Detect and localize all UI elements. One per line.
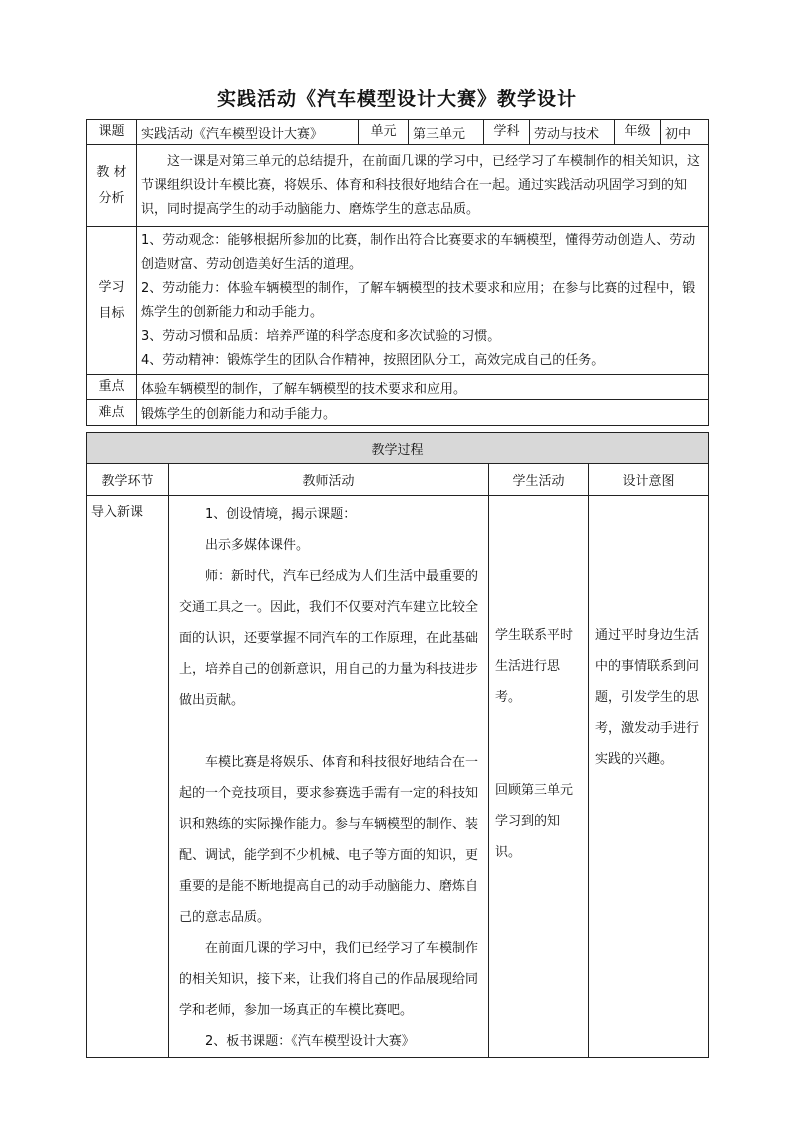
key-point-row [87,375,709,400]
goal-item: 3、劳动习惯和品质：培养严谨的科学态度和多次试验的习惯。 [141,328,501,344]
student-paragraph: 学生联系平时生活进行思考。 [495,628,574,705]
topic-label: 课题 [87,120,137,145]
topic-value: 实践活动《汽车模型设计大赛》 [137,120,359,145]
goals-list [137,227,709,375]
info-row [87,120,709,145]
teacher-paragraph: 出示多媒体课件。 [205,538,310,553]
goal-item: 1、劳动观念：能够根据所参加的比赛，制作出符合比赛要求的车辆模型，懂得劳动创造人、劳动创造财富、劳动创造美好生活的道理。 [141,232,696,272]
unit-label: 单元 [359,120,409,145]
analysis-label: 教 材 分析 [87,145,137,227]
goal-item: 4、劳动精神：锻炼学生的团队合作精神，按照团队分工，高效完成自己的任务。 [141,352,605,368]
process-heading: 教学过程 [87,433,709,464]
teacher-paragraph: 车模比赛是将娱乐、体育和科技很好地结合在一起的一个竞技项目，要求参赛选手需有一定的科技知识和熟练的实际操作能力。参与车辆模型的制作、装配、调试，能学到不少机械、电子等方面的知识，更重要的是能不断地提高自己的动手动脑能力、磨炼自己的意志品质。 [179,755,479,925]
grade-label: 年级 [615,120,661,145]
column-header: 教学环节 [87,464,169,496]
process-row [87,496,709,1058]
column-header: 设计意图 [589,464,709,496]
teacher-paragraph: 在前面几课的学习中，我们已经学习了车模制作的相关知识，接下来，让我们将自己的作品展现给同学和老师，参加一场真正的车模比赛吧。 [179,941,479,1018]
column-header: 教师活动 [169,464,489,496]
stage-name: 导入新课 [87,496,169,1058]
key-point-text: 体验车辆模型的制作，了解车辆模型的技术要求和应用。 [137,375,709,400]
student-activity [489,496,589,1058]
document-title: 实践活动《汽车模型设计大赛》教学设计 [216,88,577,110]
teacher-paragraph: 1、创设情境，揭示课题： [205,507,357,522]
teacher-activity [169,496,489,1058]
column-header-row [87,464,709,496]
key-point-label: 重点 [87,375,137,400]
analysis-text: 这一课是对第三单元的总结提升，在前面几课的学习中，已经学习了车模制作的相关知识，这节课组织设计车模比赛，将娱乐、体育和科技很好地结合在一起。通过实践活动巩固学习到的知识，同时提高学生的动手动脑能力、磨炼学生的意志品质。 [137,145,709,227]
column-header: 学生活动 [489,464,589,496]
subject-label: 学科 [484,120,530,145]
teacher-paragraph: 2、板书课题：《汽车模型设计大赛》 [205,1034,415,1049]
difficulty-text: 锻炼学生的创新能力和动手能力。 [137,400,709,426]
teacher-paragraph: 师：新时代，汽车已经成为人们生活中最重要的交通工具之一。因此，我们不仅要对汽车建立比较全面的认识，还要掌握不同汽车的工作原理，在此基础上，培养自己的创新意识，用自己的力量为科技进步做出贡献。 [179,569,479,708]
grade-value: 初中 [661,120,709,145]
info-table [86,119,709,426]
goal-item: 2、劳动能力：体验车辆模型的制作，了解车辆模型的技术要求和应用；在参与比赛的过程中，锻炼学生的创新能力和动手能力。 [141,280,696,320]
difficulty-row [87,400,709,426]
subject-value: 劳动与技术 [530,120,615,145]
goals-label: 学习 目标 [87,227,137,375]
unit-value: 第三单元 [409,120,484,145]
goals-row [87,227,709,375]
design-intent: 通过平时身边生活中的事情联系到问题，引发学生的思考，激发动手进行实践的兴趣。 [589,496,709,1058]
difficulty-label: 难点 [87,400,137,426]
process-heading-row [87,433,709,464]
student-paragraph: 回顾第三单元学习到的知识。 [495,783,574,860]
analysis-row [87,145,709,227]
process-table [86,432,709,1058]
